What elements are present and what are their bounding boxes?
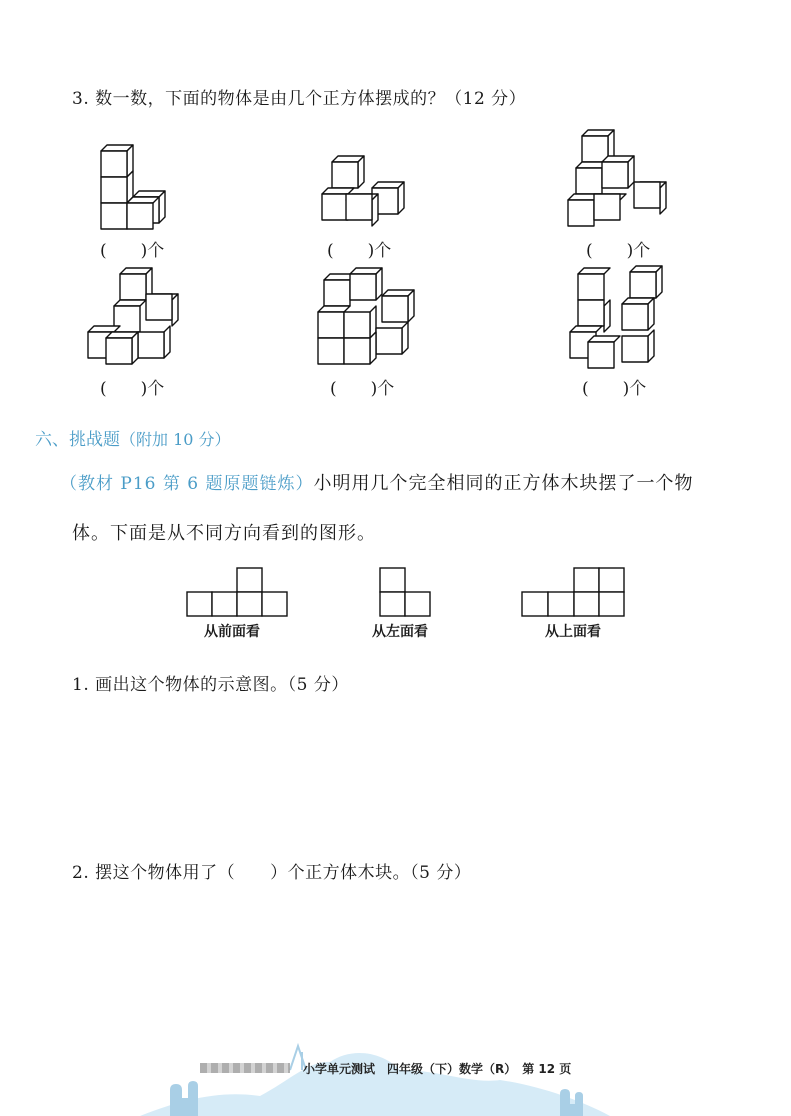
intro-line-2: 体。下面是从不同方向看到的图形。 xyxy=(72,523,376,544)
cube xyxy=(578,268,610,300)
blurred-text xyxy=(200,1063,290,1073)
cube xyxy=(350,268,382,300)
cube-figure-1 xyxy=(95,145,175,235)
cube xyxy=(344,306,376,338)
sub-question-1: 1. 画出这个物体的示意图。（5 分） xyxy=(72,675,349,695)
section-6-heading xyxy=(35,425,231,450)
footer-decoration xyxy=(140,1040,610,1116)
question-3-title: 3. 数一数，下面的物体是由几个正方体摆成的？（12 分） xyxy=(72,89,527,109)
intro-line-1: 小明用几个完全相同的正方体木块摆了一个物 xyxy=(313,473,694,494)
cube-figure-2 xyxy=(322,156,412,226)
cube xyxy=(101,145,133,177)
cube xyxy=(602,156,634,188)
cube xyxy=(594,194,626,220)
footer-text: 小学单元测试 四年级（下）数学（R） 第 12 页 xyxy=(303,1062,572,1076)
answer-blank-3[interactable]: ( )个 xyxy=(586,241,651,261)
cube xyxy=(630,266,662,298)
answer-blank-5[interactable]: ( )个 xyxy=(330,379,395,399)
cube xyxy=(146,294,178,326)
cube xyxy=(634,182,666,214)
left-view-figure xyxy=(380,567,432,617)
top-view-caption: 从上面看 xyxy=(545,624,601,640)
top-view-figure xyxy=(522,567,626,617)
cube xyxy=(138,326,170,358)
section-6-intro xyxy=(60,469,694,495)
answer-blank-2[interactable]: ( )个 xyxy=(327,241,392,261)
cube xyxy=(382,290,414,322)
answer-blank-1[interactable]: ( )个 xyxy=(100,241,165,261)
cube xyxy=(332,156,364,188)
cube xyxy=(106,332,138,364)
cube xyxy=(346,194,378,226)
cube xyxy=(318,338,344,364)
answer-blank-4[interactable]: ( )个 xyxy=(100,379,165,399)
cube-figure-3 xyxy=(568,130,678,230)
section-6-title: 六、挑战题 xyxy=(35,430,120,450)
front-view-caption: 从前面看 xyxy=(204,624,260,640)
cube xyxy=(376,322,408,354)
cube xyxy=(622,330,654,362)
answer-blank-6[interactable]: ( )个 xyxy=(582,379,647,399)
cube-figure-6 xyxy=(570,266,670,370)
left-view-caption: 从左面看 xyxy=(372,624,428,640)
textbook-source: （教材 P16 第 6 题原题链炼） xyxy=(60,474,314,494)
cube xyxy=(588,336,620,368)
cube-figure-4 xyxy=(88,268,188,368)
cube-figure-5 xyxy=(318,268,422,372)
section-6-points: （附加 10 分） xyxy=(120,430,231,449)
cube xyxy=(622,298,654,330)
sub-question-2: 2. 摆这个物体用了（ ）个正方体木块。（5 分） xyxy=(72,863,472,883)
front-view-figure xyxy=(187,567,289,617)
